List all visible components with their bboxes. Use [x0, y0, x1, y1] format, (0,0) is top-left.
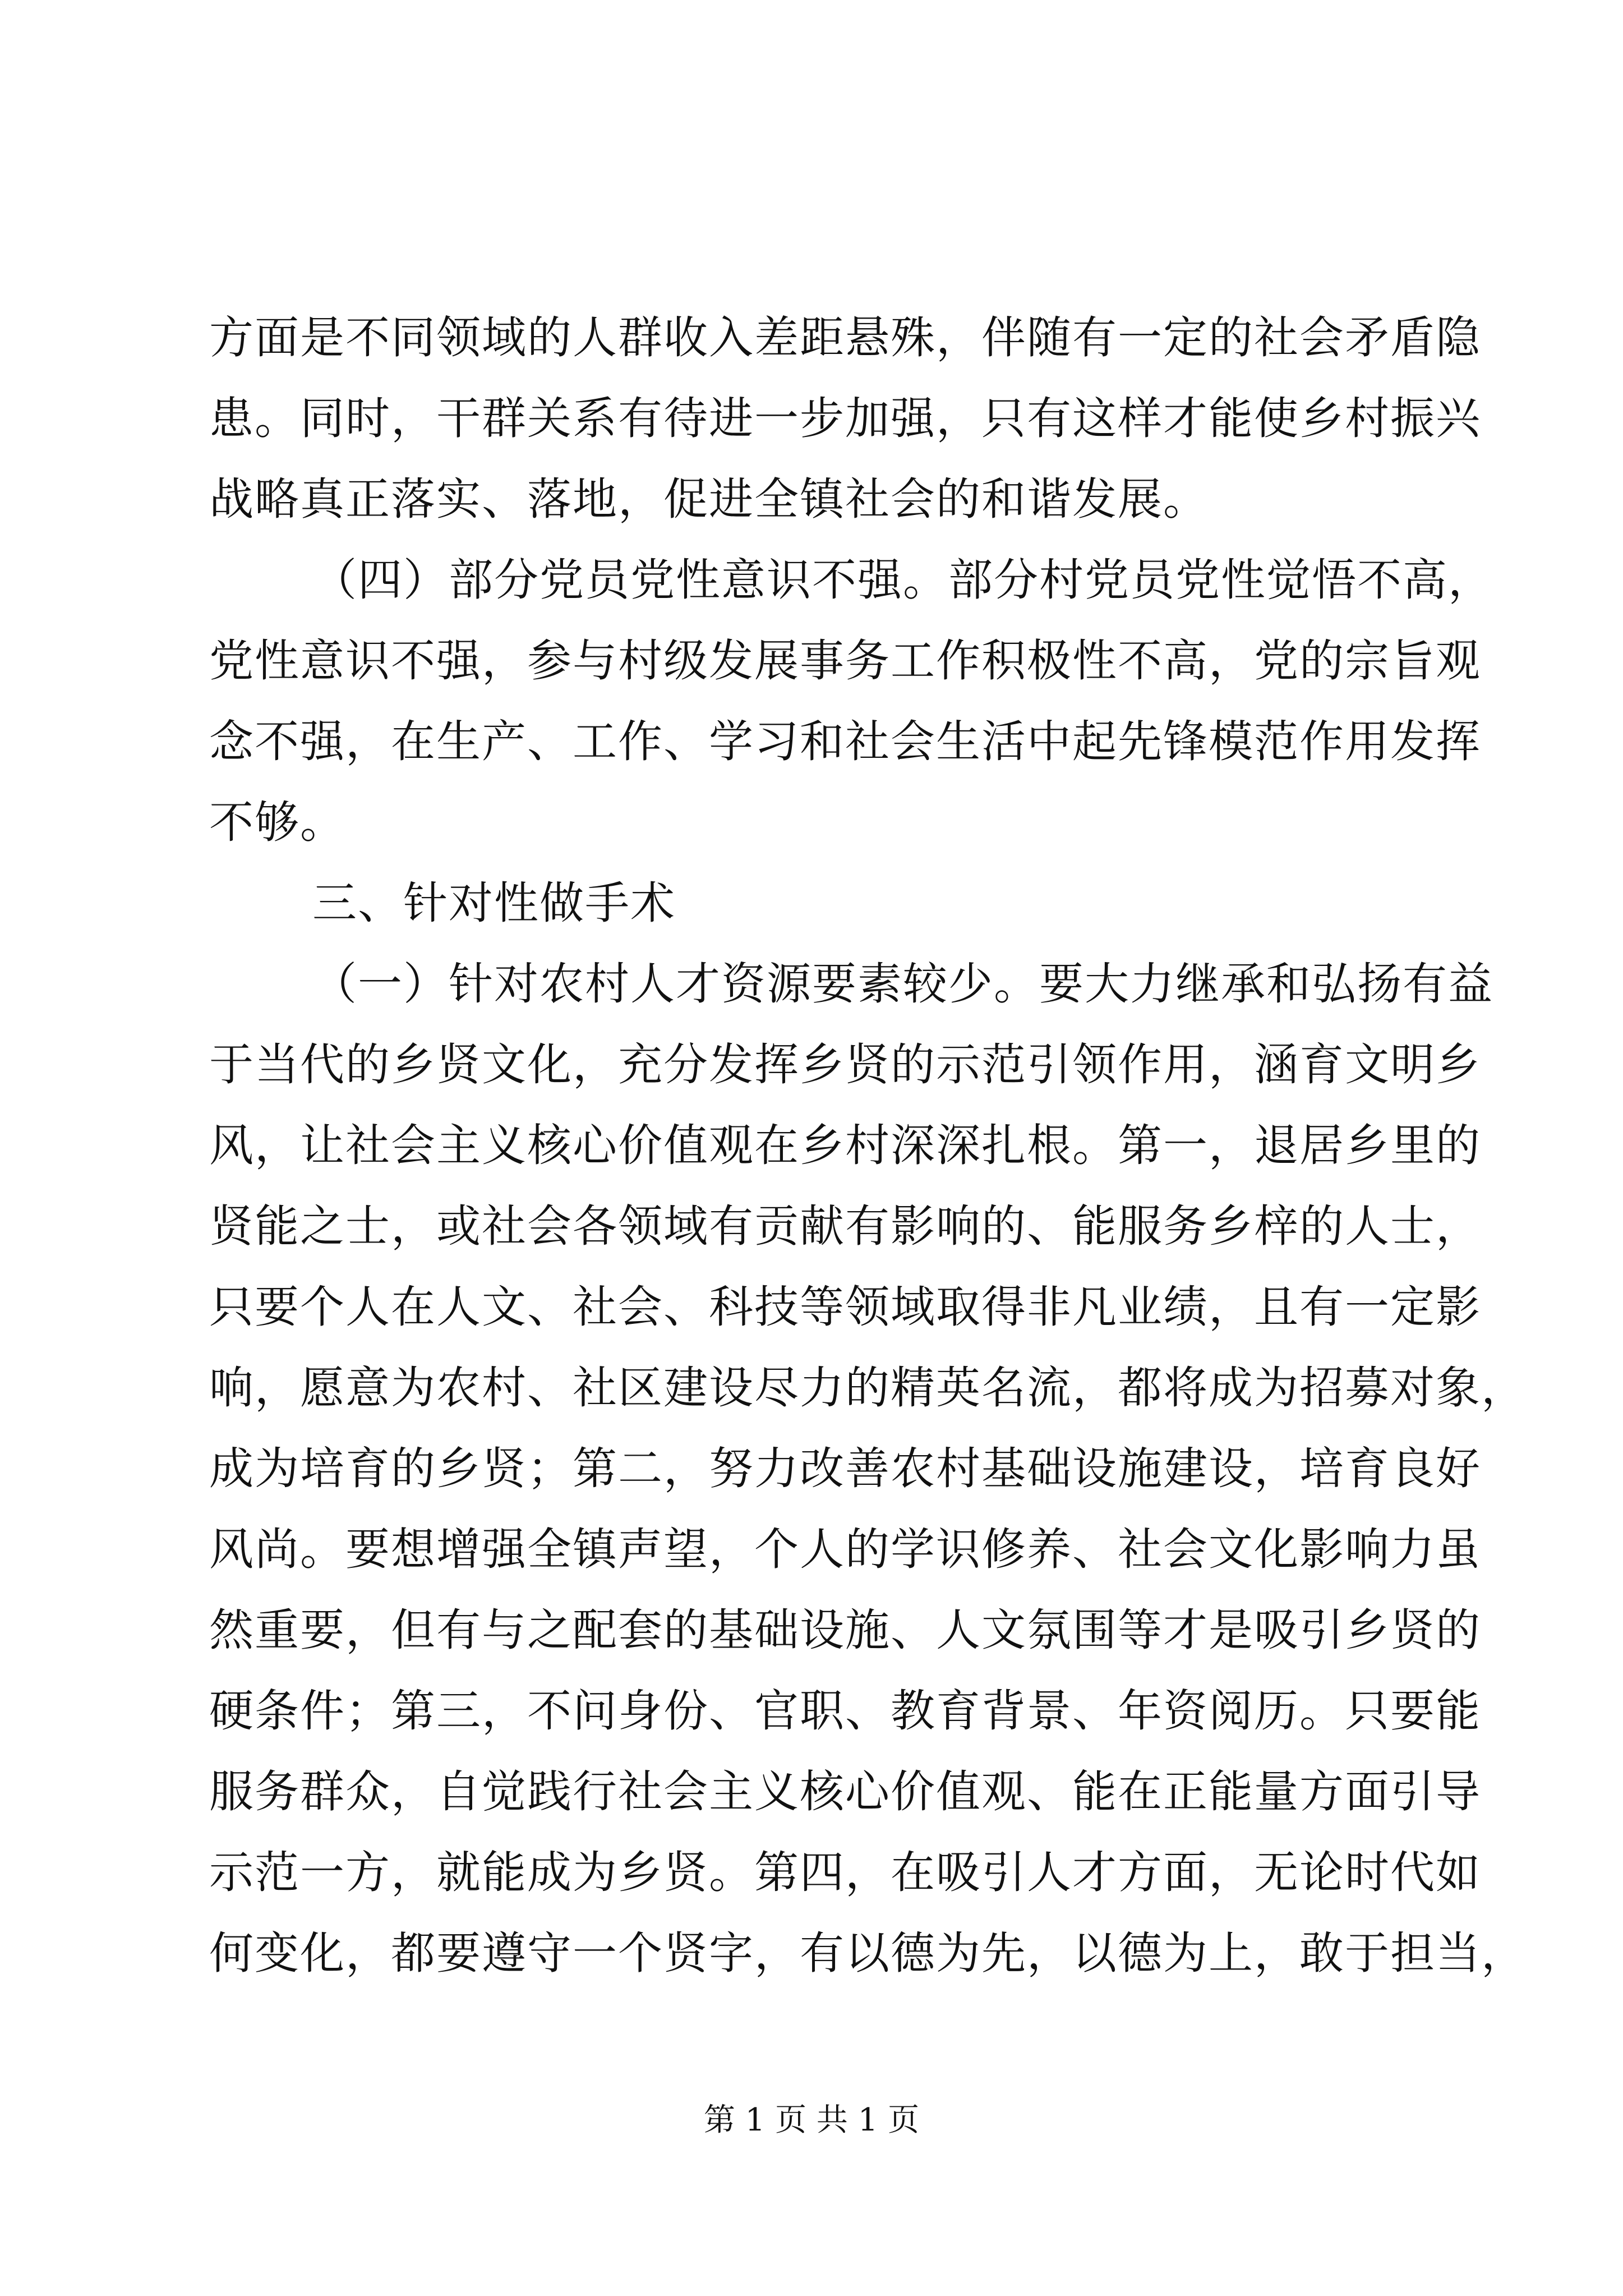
text-line: 然重要，但有与之配套的基础设施、人文氛围等才是吸引乡贤的: [209, 1604, 1481, 1656]
text-line: 风，让社会主义核心价值观在乡村深深扎根。第一，退居乡里的: [209, 1120, 1481, 1171]
text-line: 不够。: [209, 797, 345, 848]
text-line: 于当代的乡贤文化，充分发挥乡贤的示范引领作用，涵育文明乡: [209, 1039, 1481, 1091]
text-line: 方面是不同领域的人群收入差距悬殊，伴随有一定的社会矛盾隐: [209, 312, 1481, 364]
page-number-label: 第 1 页 共 1 页: [703, 2102, 920, 2138]
text-line: 硬条件；第三，不问身份、官职、教育背景、年资阅历。只要能: [209, 1685, 1481, 1737]
text-line: 成为培育的乡贤；第二，努力改善农村基础设施建设，培育良好: [209, 1443, 1481, 1494]
page-footer: [0, 2098, 1623, 2143]
paragraph-heading-1: （一）针对农村人才资源要素较少。要大力继承和弘扬有益: [312, 958, 1493, 1010]
text-line: 何变化，都要遵守一个贤字，有以德为先，以德为上，敢于担当，: [209, 1927, 1527, 1979]
text-line: 贤能之士，或社会各领域有贡献有影响的、能服务乡梓的人士，: [209, 1200, 1481, 1252]
text-line: 患。同时，干群关系有待进一步加强，只有这样才能使乡村振兴: [209, 393, 1481, 444]
section-heading-3: 三、针对性做手术: [312, 877, 676, 929]
text-line: 服务群众，自觉践行社会主义核心价值观、能在正能量方面引导: [209, 1766, 1481, 1818]
text-line: 示范一方，就能成为乡贤。第四，在吸引人才方面，无论时代如: [209, 1847, 1481, 1898]
text-line: 战略真正落实、落地，促进全镇社会的和谐发展。: [209, 473, 1209, 525]
document-body: [209, 297, 1527, 1994]
paragraph-heading-4: （四）部分党员党性意识不强。部分村党员党性觉悟不高，: [312, 554, 1493, 606]
text-line: 响，愿意为农村、社区建设尽力的精英名流，都将成为招募对象，: [209, 1362, 1527, 1414]
text-line: 只要个人在人文、社会、科技等领域取得非凡业绩，且有一定影: [209, 1281, 1481, 1333]
text-line: 念不强，在生产、工作、学习和社会生活中起先锋模范作用发挥: [209, 716, 1481, 767]
text-line: 党性意识不强，参与村级发展事务工作积极性不高，党的宗旨观: [209, 635, 1481, 687]
text-line: 风尚。要想增强全镇声望，个人的学识修养、社会文化影响力虽: [209, 1524, 1481, 1575]
